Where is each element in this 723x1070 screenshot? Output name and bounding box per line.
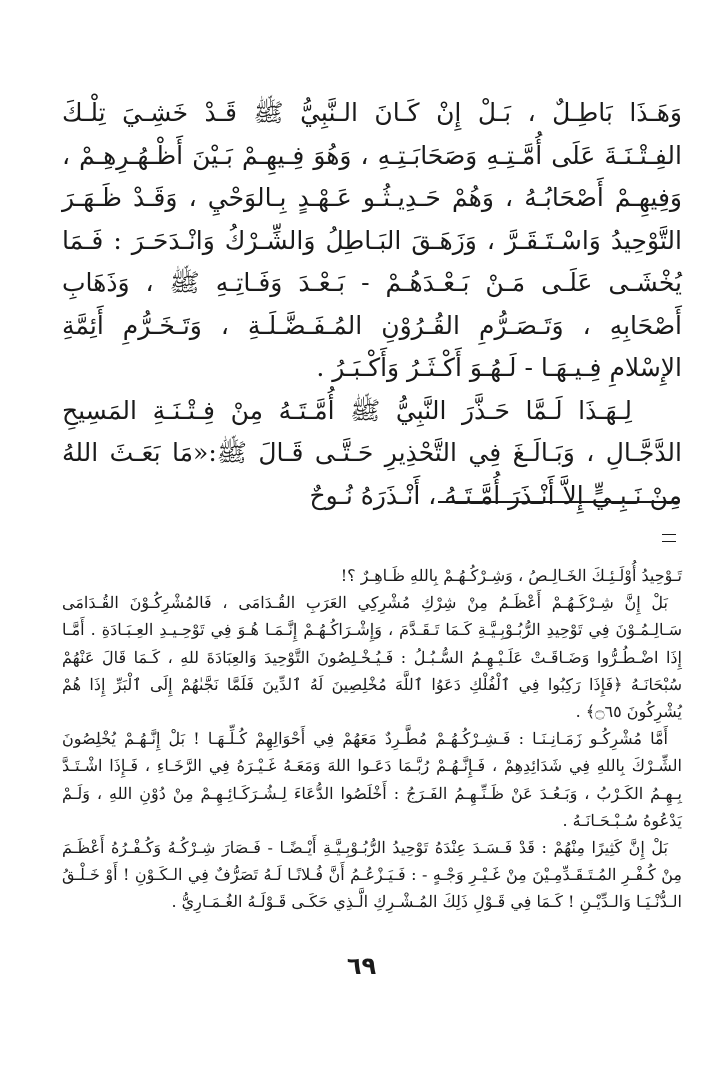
footnote-paragraph-1: تَـوْحِيدُ أُوْلَـئِـكَ الخَـالِـصُ ، وَشِـرْكُـهُـمْ بِاللهِ ظَـاهِـرٌ ؟! <box>340 566 682 585</box>
footnote-paragraph-2: بَلْ إِنَّ شِـرْكَـهُـمْ أَعْظَـمُ مِنْ شِرْكِ مُشْرِكِي العَرَبِ القُـدَامَى ، فَالمُشْرِكُـوْنَ القُـدَامَى سَـالِـمُـوْنَ فِي تَوْحِيدِ الرُّبُـوْبِـيَّـةِ كَـمَا تَـقَـدَّمَ ، وَإِشْـرَاكُـهُـمْ إِنَّـمَـا هُـوَ فِي تَوْحِـيـدِ العِـبَـادَةِ . أَمَّـا إِذَا اضْـطُـرُّوا وَضَـاقَـتْ عَلَـيْـهِـمُ السُّـبُـلُ : فَـيُـخْـلِصُونَ التَّوْحِيدَ وَالعِبَادَةَ للهِ ، كَـمَا قَالَ عَنْهُمْ سُبْحَانَـهُ ﴿فَإِذَا رَكِبُوا فِي ٱلْفُلْكِ دَعَوُا ٱللَّهَ مُخْلِصِينَ لَهُ ٱلدِّينَ فَلَمَّا نَجَّىٰهُمْ إِلَى ٱلْبَرِّ إِذَا هُمْ يُشْرِكُونَ ۝٦٥﴾ . <box>62 593 682 722</box>
footnotes-section <box>62 562 682 916</box>
footnote-separator-rule <box>438 501 678 503</box>
main-paragraph-2: لِـهَـذَا لَـمَّا حَـذَّرَ النَّبِيُّ ﷺ أُمَّـتَـهُ مِنْ فِـتْـنَـةِ المَسِيحِ الدَّجَّـالِ ، وَبَـالَـغَ فِي التَّحْذِيرِ حَـتَّـى قَـالَ ﷺ:«مَا بَعَـثَ اللهُ مِنْ نَـبِـيٍّ إِلاَّ أَنْـذَرَ أُمَّـتَـهُ ، أَنْـذَرَهُ نُـوحٌ <box>62 395 682 510</box>
page-number: ٦٩ <box>346 952 377 980</box>
footnote-continuation-mark <box>662 534 676 542</box>
footnote-paragraph-4: بَلْ إِنَّ كَثِيرًا مِنْهُمْ : قَدْ فَـسَـدَ عِنْدَهُ تَوْحِيدُ الرُّبُـوْبِـيَّـةِ أَيْـضًـا - فَـصَارَ شِـرْكُـهُ وَكُـفْـرُهُ أَعْظَـمَ مِنْ كُـفْـرِ المُـتَـقَـدِّمِـيْنَ مِنْ غَـيْـرِ وَجْـهٍ - : فَـيَـزْعُـمُ أَنَّ فُـلانًـا لَـهُ تَصَرُّفٌ فِي الـكَـوْنِ ! أَوْ خَـلْـقُ الـدُّنْـيَـا وَالـدِّيْـنِ ! كَـمَا فِي قَـوْلِ ذَلِكَ المُـشْـرِكِ الَّـذِي حَكَـى قَـوْلَـهُ الغُـمَـارِيُّ . <box>62 838 682 912</box>
footnote-paragraph-3: أَمَّا مُشْرِكُـو زَمَـانِـنَـا : فَـشِـرْكُـهُـمْ مُطَّـرِدٌ مَعَهُمْ فِي أَحْوَالِهِمْ كُـلِّـهَـا ! بَلْ إِنَّـهُـمْ يُخْلِصُونَ الشِّـرْكَ بِاللهِ فِي شَدَائِدِهِمْ ، فَـإِنَّـهُـمْ رُبَّـمَا دَعَـوا اللهَ وَمَعَـهُ غَـيْـرَهُ فِي الرَّخَـاءِ ، فَـإِذَا اشْـتَـدَّ بِـهِـمُ الكَـرْبُ ، وَبَـعُـدَ عَنْ ظَـنِّـهِـمُ الفَـرَجُ : أَخْلَصُوا الدُّعَاءَ لِـشُـرَكَـائِـهِـمْ مِنْ دُوْنِ اللهِ ، وَلَـمْ يَدْعُوهُ سُـبْـحَـانَـهُ . <box>62 729 682 830</box>
main-text-body <box>62 92 682 517</box>
main-paragraph-1: وَهَـذَا بَاطِـلٌ ، بَـلْ إِنْ كَـانَ الـنَّبِيُّ ﷺ قَـدْ خَشِـيَ تِلْـكَ الفِـتْـنَـةَ عَلَى أُمَّـتِـهِ وَصَحَابَـتِـهِ ، وَهُوَ فِـيهِـمْ بَـيْنَ أَظْـهُـرِهِـمْ ، وَفِيهِـمْ أَصْحَابُـهُ ، وَهُمْ حَـدِيـثُـو عَـهْـدٍ بِـالوَحْيِ ، وَقَـدْ ظَـهَـرَ التَّوْحِيدُ وَاسْـتَـقَـرَّ ، وَزَهَـقَ البَـاطِلُ وَالشِّـرْكُ وَانْـدَحَـرَ : فَـمَا يُخْشَـى عَلَـى مَـنْ بَـعْـدَهُـمْ - بَـعْـدَ وَفَـاتِـهِ ﷺ ، وَذَهَابِ أَصْحَابِهِ ، وَتَـصَـرُّمِ القُـرُوْنِ المُـفَـضَّـلَـةِ ، وَتَـخَـرُّمِ أَئِمَّةِ الإِسْلامِ فِـيـهَـا - لَـهُـوَ أَكْـثَـرُ وَأَكْـبَـرُ . <box>62 98 682 382</box>
